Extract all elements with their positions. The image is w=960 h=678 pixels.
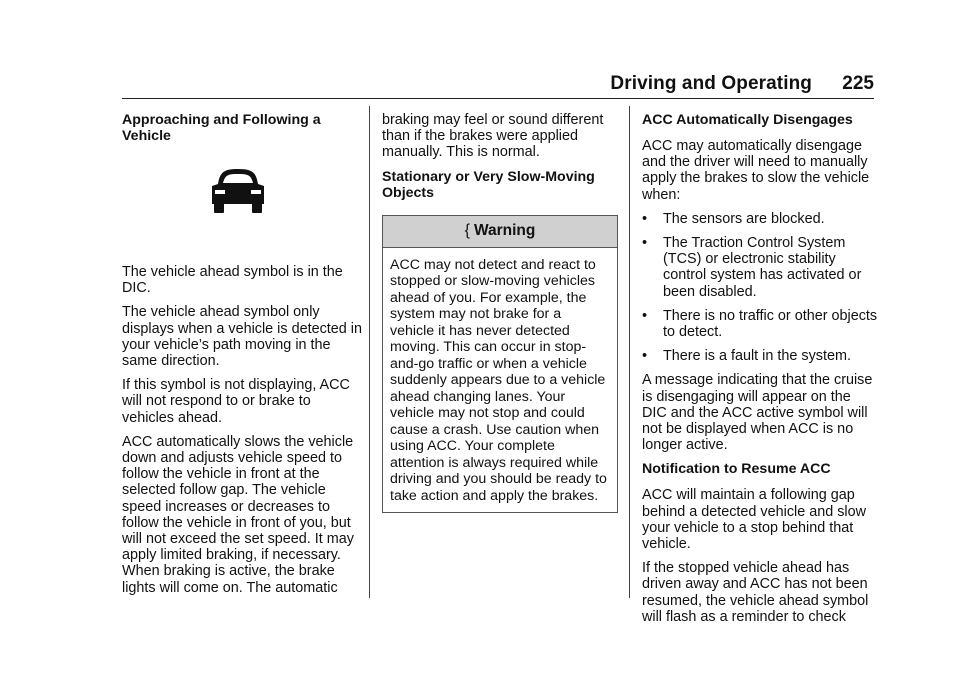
list-item [642,308,878,340]
list-item [642,211,878,227]
bullet-icon: • [642,307,648,324]
vehicle-ahead-figure [122,154,362,242]
section-heading-stationary: Stationary or Very Slow-Moving Objects [382,168,595,201]
warning-header [383,216,617,248]
column-divider [629,106,630,598]
section-title: Driving and Operating [610,73,812,94]
warning-box [382,215,618,514]
bullet-icon: • [642,235,648,252]
paragraph-continuation: braking may feel or sound different than if the brakes were applied manually. This is normal. [382,112,604,161]
condition-list [642,211,878,365]
paragraph: If this symbol is not displaying, ACC will not respond to or brake to vehicles ahead. [122,377,350,426]
list-item [642,348,878,364]
paragraph: ACC will maintain a following gap behind a detected vehicle and slow your vehicle to a stop behind that vehicle. [642,487,867,553]
bullet-icon: • [642,348,648,365]
paragraph: ACC may automatically disengage and the driver will need to manually apply the brakes to slow the vehicle when: [642,138,870,203]
section-heading-disengages: ACC Automatically Disengages [642,112,853,128]
paragraph: A message indicating that the cruise is disengaging will appear on the DIC and the ACC active symbol will not be displayed when ACC is no longer active. [642,372,873,454]
column-left [122,112,362,604]
column-middle [382,112,618,513]
bullet-icon: • [642,210,648,227]
warning-icon: { [464,221,470,239]
warning-text: ACC may not detect and react to stopped or slow-moving vehicles ahead of you. For example, the system may not brake for a vehicle it has never detected moving. This can occur in stop-and-go traffic or when a vehicle suddenly appears due to a vehicle ahead changing lanes. Your vehicle may not stop and could cause a crash. Use caution when using ACC. Your complete attention is always required while driving and you should be ready to take action and apply the brakes. [390,256,607,504]
column-divider [369,106,370,598]
paragraph: The vehicle ahead symbol only displays when a vehicle is detected in your vehicle’s path moving in the same direction. [122,304,362,370]
paragraph: ACC automatically slows the vehicle down and adjusts vehicle speed to follow the vehicle in front at the selected follow gap. The vehicle speed increases or decreases to follow the vehicle in front of you, but will not exceed the set speed. It may apply limited braking, if necessary. When braking is active, the brake lights will come on. The automatic [122,433,354,596]
column-right [642,112,878,633]
section-heading-approaching: Approaching and Following a Vehicle [122,112,321,144]
vehicle-ahead-icon [208,166,268,216]
list-item-text: There is a fault in the system. [663,348,851,365]
paragraph: If the stopped vehicle ahead has driven away and ACC has not been resumed, the vehicle ahead symbol will flash as a reminder to check [642,560,869,625]
paragraph: The vehicle ahead symbol is in the DIC. [122,264,343,297]
list-item-text: There is no traffic or other objects to detect. [663,307,878,341]
page-number: 225 [842,73,874,94]
warning-title: Warning [473,221,536,239]
page-header [122,70,874,99]
list-item [642,235,878,300]
section-heading-resume: Notification to Resume ACC [642,461,831,478]
list-item-text: The sensors are blocked. [663,210,825,227]
list-item-text: The Traction Control System (TCS) or electronic stability control system has activated or been disabled. [663,235,862,300]
